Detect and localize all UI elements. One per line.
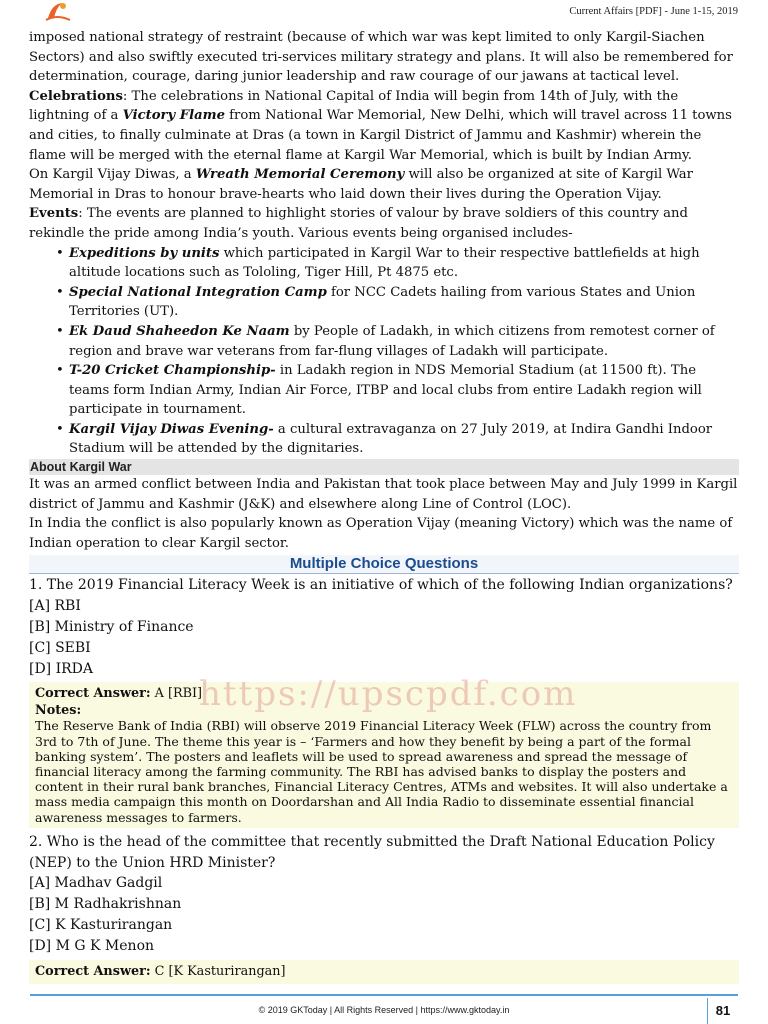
event-title: Special National Integration Camp xyxy=(69,284,327,300)
gktoday-logo xyxy=(42,0,72,22)
paragraph-celebrations xyxy=(29,87,739,165)
paragraph-events xyxy=(29,204,739,243)
list-item xyxy=(69,283,739,322)
q2-option-c: [C] K Kasturirangan xyxy=(29,917,173,934)
event-text: in Ladakh region in NDS Memorial Stadium (at 11500 ft). The teams form Indian Army, Indian Air Force, ITBP and local clubs from entire Ladakh region will participate in tournament. xyxy=(69,363,702,418)
about-paragraph-1: It was an armed conflict between India and Pakistan that took place between May and July 1999 in Kargil district of Jammu and Kashmir (J&K) and elsewhere along Line of Control (LOC). xyxy=(29,477,738,512)
celebrations-text-a: : The celebrations in National Capital of India will begin from 14th of July, with the lightning of a xyxy=(29,88,679,124)
celebrations-text-b: from National War Memorial, New Delhi, which will travel across 11 towns and cities, to finally culminate at Dras (a town in Kargil District of Jammu and Kashmir) wherein the flame will be merged with the eternal flame at Kargil War Memorial, which is built by Indian Army. xyxy=(29,108,732,163)
question-1: 1. The 2019 Financial Literacy Week is an initiative of which of the following Indian organizations? xyxy=(29,577,733,594)
header-title: Current Affairs [PDF] - June 1-15, 2019 xyxy=(569,6,738,17)
q2-answer-box xyxy=(29,960,739,984)
question-2: 2. Who is the head of the committee that recently submitted the Draft National Education Policy (NEP) to the Union HRD Minister? xyxy=(29,833,715,871)
q1-option-d: [D] IRDA xyxy=(29,660,94,677)
event-title: Kargil Vijay Diwas Evening- xyxy=(69,421,274,437)
q2-correct-answer xyxy=(35,963,733,981)
about-paragraph-2: In India the conflict is also popularly known as Operation Vijay (meaning Victory) which was the name of Indian operation to clear Kargil sector. xyxy=(29,516,733,551)
footer-copyright: © 2019 GKToday | All Rights Reserved | https://www.gktoday.in xyxy=(258,1005,510,1015)
mcq-section-title: Multiple Choice Questions xyxy=(29,555,739,574)
events-text: : The events are planned to highlight stories of valour by brave soldiers of this country and rekindle the pride among India’s youth. Various events being organised includes- xyxy=(29,206,688,241)
celebrations-label: Celebrations xyxy=(29,88,123,104)
event-title: Ek Daud Shaheedon Ke Naam xyxy=(69,323,290,339)
paragraph-wreath xyxy=(29,165,739,204)
event-title: Expeditions by units xyxy=(69,245,220,261)
victory-flame: Victory Flame xyxy=(122,108,225,124)
q1-correct-answer xyxy=(35,685,733,703)
q1-option-b: [B] Ministry of Finance xyxy=(29,619,194,636)
watermark: https://upscpdf.com xyxy=(199,674,578,715)
events-label: Events xyxy=(29,206,79,222)
event-text: which participated in Kargil War to their respective battlefields at high altitude locations such as Tololing, Tiger Hill, Pt 4875 etc. xyxy=(69,245,700,281)
page-number: 81 xyxy=(707,998,738,1024)
event-text: a cultural extravaganza on 27 July 2019, at Indira Gandhi Indoor Stadium will be attended by the dignitaries. xyxy=(69,421,713,457)
notes-label: Notes: xyxy=(35,703,82,719)
correct-answer-label: Correct Answer: xyxy=(35,686,151,702)
q2-option-a: [A] Madhav Gadgil xyxy=(29,875,163,892)
list-item xyxy=(69,244,739,283)
event-text: for NCC Cadets hailing from various States and Union Territories (UT). xyxy=(69,284,696,320)
q2-option-d: [D] M G K Menon xyxy=(29,937,155,954)
list-item xyxy=(69,361,739,420)
wreath-text-a: On Kargil Vijay Diwas, a xyxy=(29,167,196,183)
about-heading: About Kargil War xyxy=(29,459,739,475)
q1-option-c: [C] SEBI xyxy=(29,639,91,656)
list-item xyxy=(69,420,739,459)
correct-answer-label: Correct Answer: xyxy=(35,963,151,979)
events-list xyxy=(29,244,739,460)
q1-option-a: [A] RBI xyxy=(29,598,81,615)
q1-notes: The Reserve Bank of India (RBI) will observe 2019 Financial Literacy Week (FLW) across the country from 3rd to 7th of June. The theme this year is – ‘Farmers and how they benefit by being a part of the formal banking system’. The posters and leaflets will be used to spread awareness and spread the message of financial literacy among the farming community. The RBI has advised banks to display the posters and content in their rural bank branches, Financial Literacy Centres, ATMs and websites. It will also undertake a mass media campaign this month on Doordarshan and All India Radio to disseminate essential financial awareness messages to farmers. xyxy=(35,718,728,825)
wreath-label: Wreath Memorial Ceremony xyxy=(195,167,405,183)
list-item xyxy=(69,322,739,361)
event-title: T-20 Cricket Championship- xyxy=(69,363,276,379)
q1-answer-box xyxy=(29,674,739,827)
footer-divider xyxy=(30,994,738,996)
page-content xyxy=(29,28,739,988)
q2-option-b: [B] M Radhakrishnan xyxy=(29,896,182,913)
paragraph-intro: imposed national strategy of restraint (because of which war was kept limited to only Kargil-Siachen Sectors) and also swiftly executed tri-services military strategy and plans. It will also be remembered for determination, courage, daring junior leadership and raw courage of our jawans at tactical level. xyxy=(29,30,733,85)
correct-answer-value: A [RBI] xyxy=(150,686,203,702)
event-text: by People of Ladakh, in which citizens from remotest corner of region and brave war veterans from far-flung villages of Ladakh will participate. xyxy=(69,323,715,359)
correct-answer-value: C [K Kasturirangan] xyxy=(150,963,286,979)
wreath-text-b: will also be organized at site of Kargil War Memorial in Dras to honour brave-hearts who laid down their lives during the Operation Vijay. xyxy=(29,167,693,202)
